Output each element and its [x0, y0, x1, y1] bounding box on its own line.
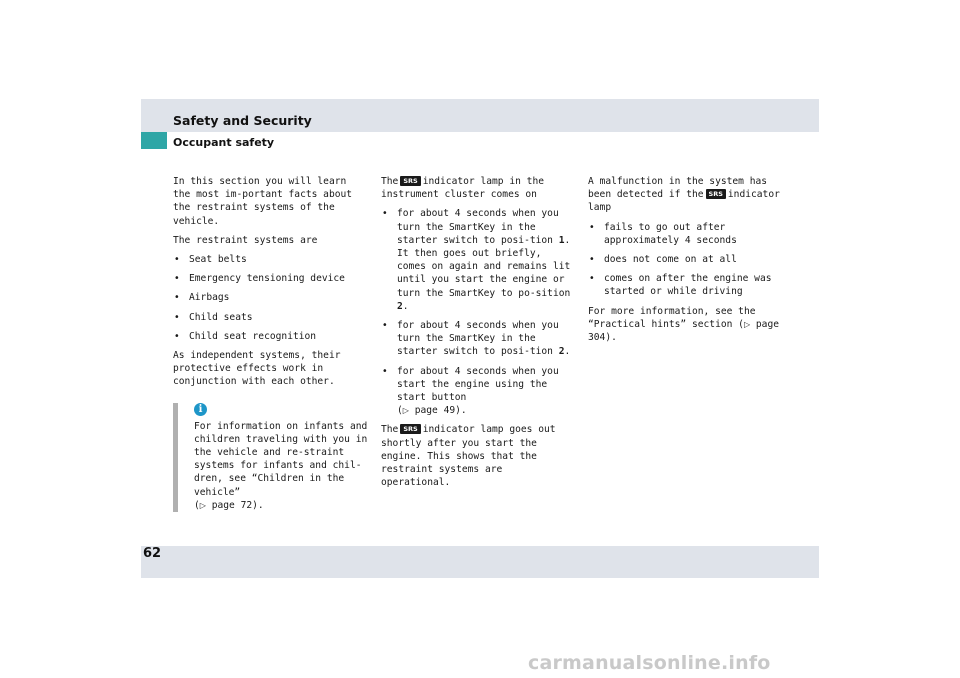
- column-2: [381, 175, 576, 495]
- text-fragment: The: [381, 176, 399, 187]
- column-3: [588, 175, 783, 350]
- section-marker: [141, 132, 167, 149]
- note-text: For information on infants and children traveling with you in the vehicle and re-straint systems for infants and chil-dren, see “Children in the vehicle”: [194, 420, 368, 498]
- page-ref-link[interactable]: page 304).: [588, 318, 779, 344]
- more-info-paragraph: [588, 305, 783, 345]
- info-icon: i: [194, 403, 207, 416]
- srs-badge-icon: SRS: [706, 189, 726, 199]
- srs-intro-paragraph: [381, 175, 576, 201]
- srs-badge-icon: SRS: [400, 176, 420, 186]
- text-fragment: indicator lamp: [588, 189, 780, 214]
- list-item: • Airbags: [173, 291, 368, 304]
- text-fragment: for about 4 seconds when you start the engine using the start button: [397, 365, 559, 404]
- text-fragment: for about 4 seconds when you turn the SmartKey in the starter switch to posi-tion: [397, 320, 559, 358]
- text-fragment: indicator lamp goes out shortly after you start the engine. This shows that the restraint systems are operational.: [381, 424, 556, 489]
- list-item: • Emergency tensioning device: [173, 272, 368, 285]
- text-fragment: for about 4 seconds when you turn the SmartKey in the starter switch to posi-tion: [397, 208, 559, 246]
- key-position: 2: [397, 300, 403, 312]
- text-fragment: . It then goes out briefly, comes on again and remains lit until you start the engine or turn the SmartKey to po-sition: [397, 234, 571, 299]
- srs-badge-icon: SRS: [400, 424, 420, 434]
- key-position: 2: [558, 346, 565, 358]
- section-title: Safety and Security: [173, 113, 312, 128]
- independent-systems-paragraph: As independent systems, their protective effects work in conjunction with each other.: [173, 350, 341, 388]
- info-note: i For information on infants and children traveling with you in the vehicle and re-straint systems for infants and chil-dren, see “Children in the vehicle” (▷ page 72).: [173, 403, 368, 512]
- text-fragment: .: [564, 346, 571, 358]
- srs-off-paragraph: [381, 423, 576, 489]
- page-ref-link[interactable]: page 72).: [211, 499, 264, 511]
- column-1: [173, 175, 368, 512]
- list-item: • fails to go out after approximately 4 seconds: [588, 221, 783, 247]
- page-ref-arrow-icon: ▷: [199, 500, 206, 510]
- page-ref-link[interactable]: page 49).: [414, 405, 467, 417]
- srs-conditions-list: [381, 207, 576, 417]
- watermark: carmanualsonline.info: [528, 652, 771, 674]
- text-fragment: For more information, see the “Practical hints” section (: [588, 305, 756, 330]
- list-item: [381, 319, 576, 359]
- key-position: 1: [558, 234, 565, 246]
- page-ref-arrow-icon: ▷: [743, 319, 751, 329]
- malfunction-list: [588, 221, 783, 299]
- page-ref-arrow-icon: ▷: [402, 406, 409, 416]
- intro-paragraph: In this section you will learn the most im-portant facts about the restraint systems of the vehicle.: [173, 176, 353, 227]
- text-fragment: indicator lamp in the instrument cluster comes on: [381, 176, 544, 201]
- footer-band: [141, 546, 819, 578]
- restraint-systems-list: [173, 253, 368, 343]
- text-fragment: .: [402, 300, 409, 312]
- list-item: [381, 207, 576, 313]
- page-number: 62: [143, 546, 162, 561]
- list-item: • for about 4 seconds when you start the engine using the start button (▷ page 49).: [381, 365, 576, 418]
- list-item: • Seat belts: [173, 253, 368, 266]
- text-fragment: A malfunction in the system has been detected if the: [588, 176, 768, 201]
- text-fragment: The: [381, 424, 399, 436]
- list-item: • Child seat recognition: [173, 330, 368, 343]
- restraint-systems-intro: The restraint systems are: [173, 234, 318, 246]
- list-item: • comes on after the engine was started or while driving: [588, 272, 783, 298]
- malfunction-paragraph: [588, 175, 783, 215]
- list-item: • does not come on at all: [588, 253, 783, 266]
- sub-title: Occupant safety: [173, 136, 275, 149]
- list-item: • Child seats: [173, 311, 368, 324]
